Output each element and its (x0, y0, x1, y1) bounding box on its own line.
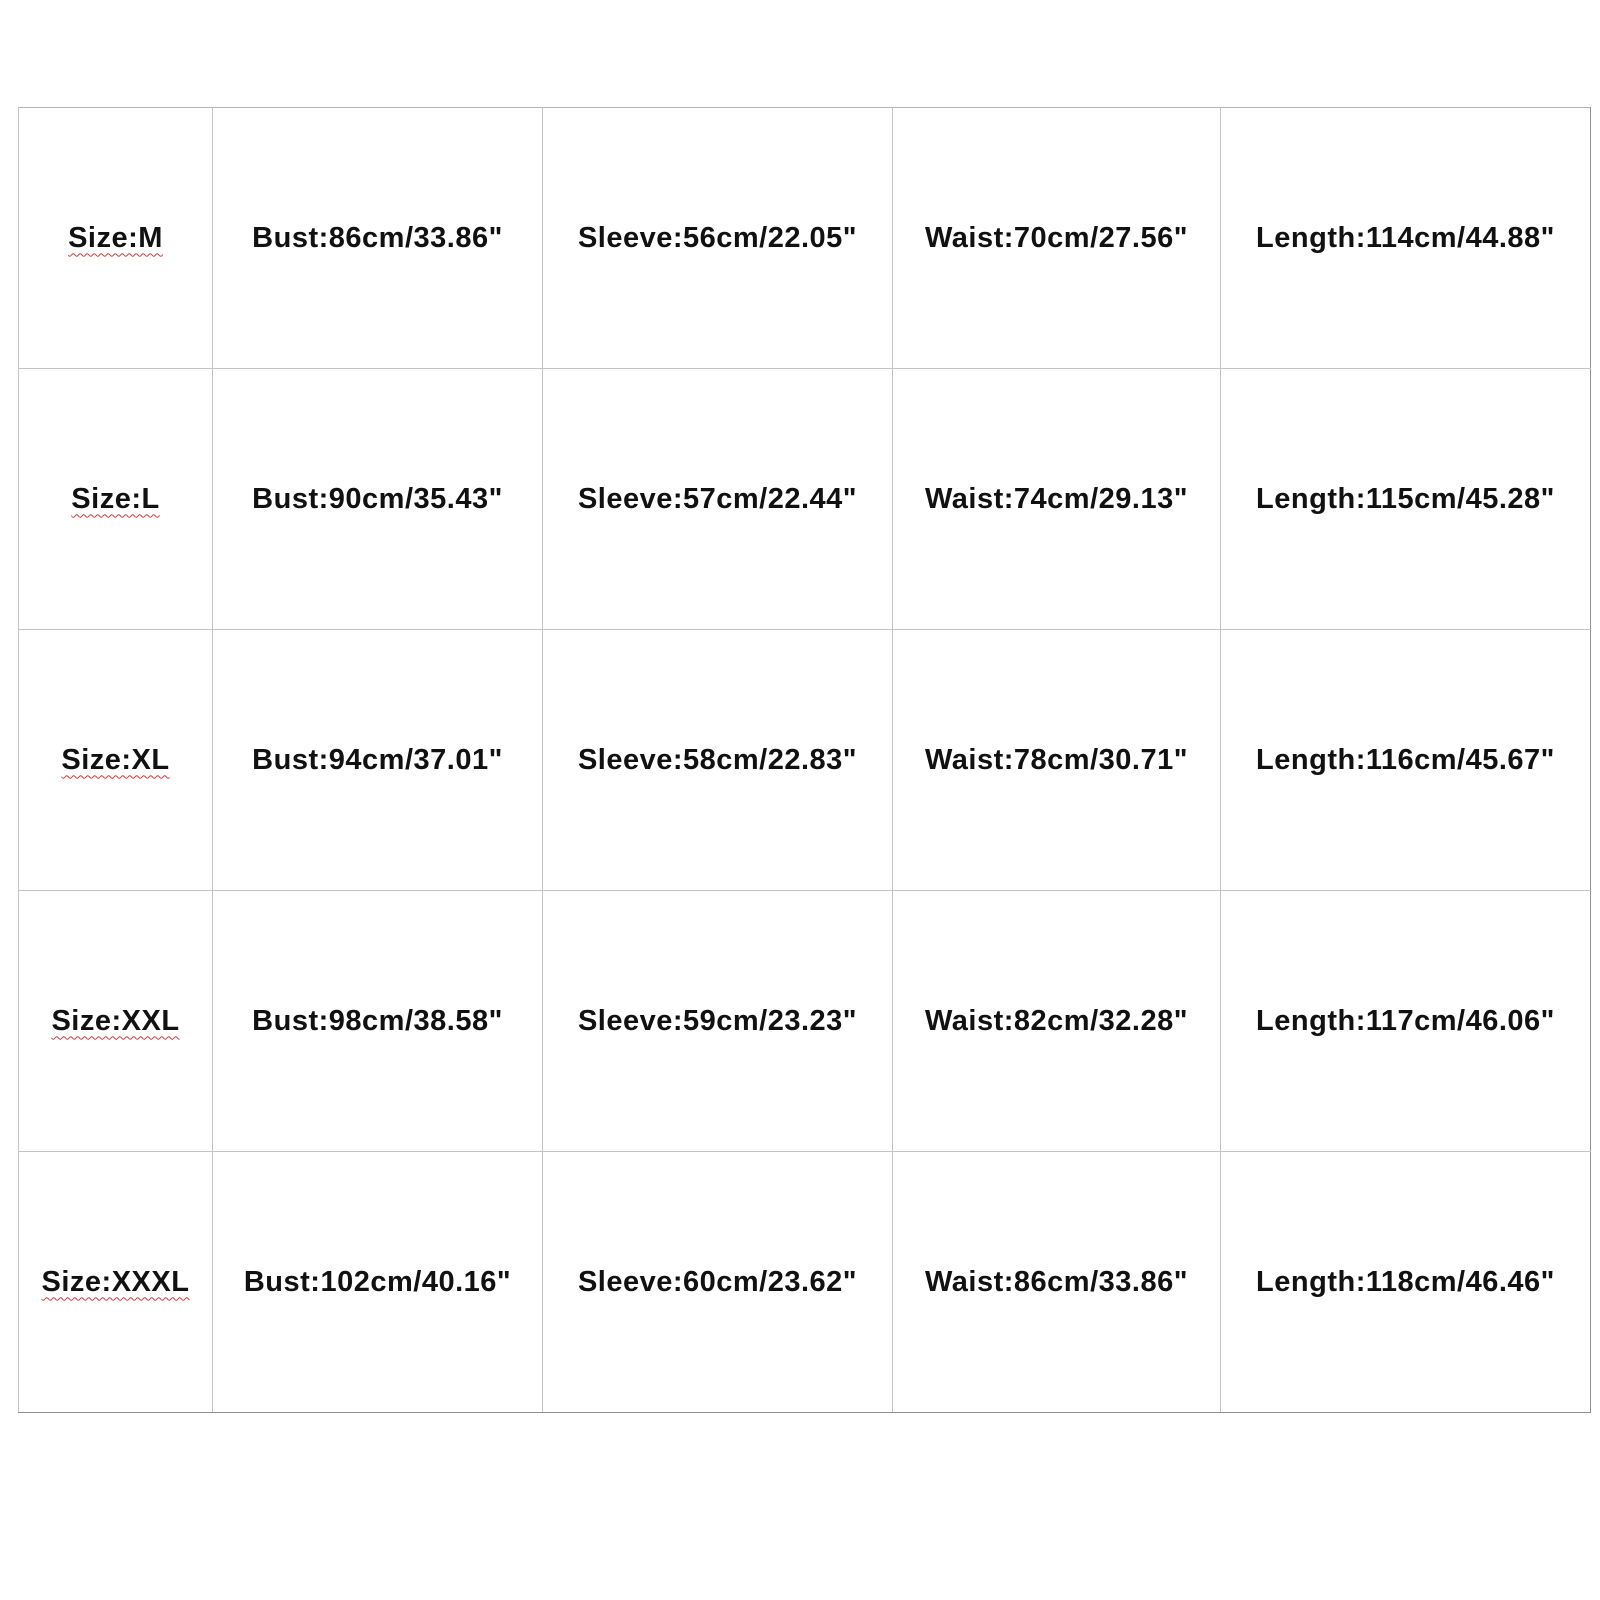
table-row (19, 369, 1591, 630)
sleeve-cell: Sleeve:57cm/22.44" (543, 369, 893, 630)
table-row (19, 1152, 1591, 1413)
size-cell (19, 630, 213, 891)
bust-cell: Bust:102cm/40.16" (213, 1152, 543, 1413)
bust-cell: Bust:86cm/33.86" (213, 108, 543, 369)
size-cell (19, 1152, 213, 1413)
sleeve-cell: Sleeve:60cm/23.62" (543, 1152, 893, 1413)
waist-cell: Waist:74cm/29.13" (893, 369, 1221, 630)
sleeve-cell: Sleeve:56cm/22.05" (543, 108, 893, 369)
length-cell: Length:118cm/46.46" (1221, 1152, 1591, 1413)
sleeve-cell: Sleeve:59cm/23.23" (543, 891, 893, 1152)
bust-cell: Bust:98cm/38.58" (213, 891, 543, 1152)
length-cell: Length:117cm/46.06" (1221, 891, 1591, 1152)
waist-cell: Waist:82cm/32.28" (893, 891, 1221, 1152)
size-label: Size:M (68, 221, 163, 254)
bust-cell: Bust:94cm/37.01" (213, 630, 543, 891)
waist-cell: Waist:78cm/30.71" (893, 630, 1221, 891)
table-row (19, 630, 1591, 891)
size-label: Size:XXXL (41, 1265, 190, 1298)
waist-cell: Waist:70cm/27.56" (893, 108, 1221, 369)
bust-cell: Bust:90cm/35.43" (213, 369, 543, 630)
table-row (19, 891, 1591, 1152)
size-cell (19, 108, 213, 369)
size-label: Size:XL (61, 743, 170, 776)
length-cell: Length:116cm/45.67" (1221, 630, 1591, 891)
sleeve-cell: Sleeve:58cm/22.83" (543, 630, 893, 891)
size-label: Size:XXL (51, 1004, 180, 1037)
size-cell (19, 891, 213, 1152)
waist-cell: Waist:86cm/33.86" (893, 1152, 1221, 1413)
table-row (19, 108, 1591, 369)
size-cell (19, 369, 213, 630)
length-cell: Length:114cm/44.88" (1221, 108, 1591, 369)
size-chart-table (18, 107, 1591, 1413)
length-cell: Length:115cm/45.28" (1221, 369, 1591, 630)
size-label: Size:L (71, 482, 160, 515)
